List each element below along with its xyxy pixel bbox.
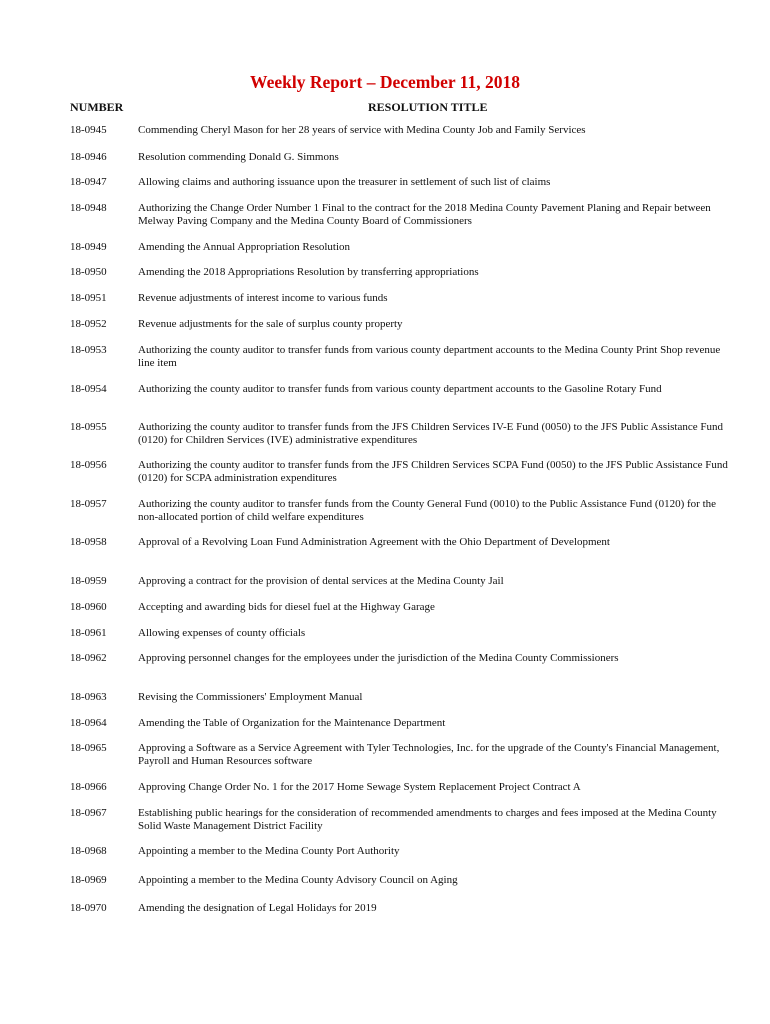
resolution-title: Amending the Annual Appropriation Resolution xyxy=(138,241,351,253)
resolution-title: Authorizing the Change Order Number 1 Final to the contract for the 2018 Medina County Pavement Planing and Repair between Melway Paving Company and the Medina County Board of Commissioners xyxy=(138,202,711,227)
resolution-number: 18-0958 xyxy=(70,536,107,548)
resolution-title: Revenue adjustments of interest income to various funds xyxy=(138,292,388,304)
resolution-title: Authorizing the county auditor to transfer funds from various county department accounts to the Gasoline Rotary Fund xyxy=(138,383,662,395)
resolution-title: Allowing expenses of county officials xyxy=(138,627,306,639)
resolution-number: 18-0955 xyxy=(70,421,107,433)
resolution-number: 18-0962 xyxy=(70,652,107,664)
resolution-number: 18-0968 xyxy=(70,845,107,857)
resolution-number: 18-0947 xyxy=(70,176,107,188)
resolution-number: 18-0970 xyxy=(70,902,107,914)
resolution-number: 18-0952 xyxy=(70,318,107,330)
resolution-title: Commending Cheryl Mason for her 28 years of service with Medina County Job and Family Services xyxy=(138,124,586,136)
resolution-title: Approving personnel changes for the employees under the jurisdiction of the Medina County Commissioners xyxy=(138,652,619,664)
resolution-title: Amending the designation of Legal Holidays for 2019 xyxy=(138,902,377,914)
resolution-title-column-header: RESOLUTION TITLE xyxy=(368,100,488,114)
resolution-title: Appointing a member to the Medina County Advisory Council on Aging xyxy=(138,874,458,886)
resolution-number: 18-0967 xyxy=(70,807,107,819)
resolution-number: 18-0945 xyxy=(70,124,107,136)
resolution-title: Allowing claims and authoring issuance upon the treasurer in settlement of such list of claims xyxy=(138,176,551,188)
resolution-number: 18-0961 xyxy=(70,627,107,639)
resolution-title: Amending the 2018 Appropriations Resolution by transferring appropriations xyxy=(138,266,479,278)
resolution-title: Revising the Commissioners' Employment Manual xyxy=(138,691,363,703)
resolution-title: Authorizing the county auditor to transfer funds from the JFS Children Services SCPA Fund (0050) to the JFS Public Assistance Fund (0120) for SCPA administration expenditures xyxy=(138,459,728,484)
resolution-number: 18-0954 xyxy=(70,383,107,395)
resolution-title: Accepting and awarding bids for diesel fuel at the Highway Garage xyxy=(138,601,435,613)
number-column-header: NUMBER xyxy=(70,100,124,114)
resolution-number: 18-0960 xyxy=(70,601,107,613)
resolution-title: Authorizing the county auditor to transfer funds from the County General Fund (0010) to the Public Assistance Fund (0120) for the non-allocated portion of child welfare expenditures xyxy=(138,498,717,523)
resolution-title: Approval of a Revolving Loan Fund Administration Agreement with the Ohio Department of Development xyxy=(138,536,610,548)
resolution-number: 18-0951 xyxy=(70,292,107,304)
resolution-number: 18-0964 xyxy=(70,717,107,729)
resolution-number: 18-0950 xyxy=(70,266,107,278)
resolution-title: Amending the Table of Organization for the Maintenance Department xyxy=(138,717,446,729)
resolution-title: Approving a contract for the provision of dental services at the Medina County Jail xyxy=(138,575,504,587)
resolution-number: 18-0957 xyxy=(70,498,107,510)
resolution-number: 18-0953 xyxy=(70,344,107,356)
resolution-title: Appointing a member to the Medina County Port Authority xyxy=(138,845,400,857)
resolution-number: 18-0946 xyxy=(70,151,107,163)
resolution-number: 18-0959 xyxy=(70,575,107,587)
resolution-number: 18-0948 xyxy=(70,202,107,214)
resolution-title: Establishing public hearings for the consideration of recommended amendments to charges and fees imposed at the Medina County Solid Waste Management District Facility xyxy=(138,807,717,832)
report-title: Weekly Report – December 11, 2018 xyxy=(250,72,520,92)
resolution-number: 18-0969 xyxy=(70,874,107,886)
resolution-title: Revenue adjustments for the sale of surplus county property xyxy=(138,318,403,330)
resolution-number: 18-0963 xyxy=(70,691,107,703)
resolution-number: 18-0966 xyxy=(70,781,107,793)
resolution-number: 18-0956 xyxy=(70,459,107,471)
resolution-title: Approving a Software as a Service Agreement with Tyler Technologies, Inc. for the upgrade of the County's Financial Management, Payroll and Human Resources software xyxy=(138,742,720,767)
resolution-title: Authorizing the county auditor to transfer funds from various county department accounts to the Medina County Print Shop revenue line item xyxy=(138,344,721,369)
resolution-number: 18-0965 xyxy=(70,742,107,754)
resolution-number: 18-0949 xyxy=(70,241,107,253)
resolution-title: Resolution commending Donald G. Simmons xyxy=(138,151,339,163)
resolution-title: Authorizing the county auditor to transfer funds from the JFS Children Services IV-E Fund (0050) to the JFS Public Assistance Fund (0120) for Children Services (IVE) administrative expenditures xyxy=(138,421,723,446)
resolution-title: Approving Change Order No. 1 for the 2017 Home Sewage System Replacement Project Contract A xyxy=(138,781,581,793)
